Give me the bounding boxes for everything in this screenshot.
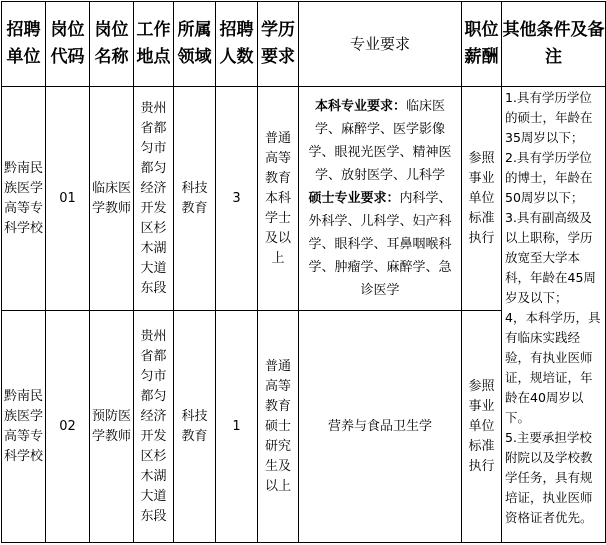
table-row [2, 87, 606, 311]
note-item: 3.具有副高级及以上职称，学历放宽至大学本科，年龄在45周岁及以下； [505, 210, 596, 305]
cell-count: 1 [216, 311, 258, 543]
header-post: 岗位名称 [90, 2, 134, 87]
cell-education: 普通高等教育本科学士及以上 [258, 87, 299, 311]
cell-location: 贵州省都匀市都匀经济开发区杉木湖大道东段 [134, 87, 174, 311]
note-item: 2.具有学历学位的博士，年龄在50周岁以下； [505, 150, 593, 205]
header-field: 所属领域 [174, 2, 216, 87]
header-location: 工作地点 [134, 2, 174, 87]
cell-post: 临床医学教师 [90, 87, 134, 311]
cell-field: 科技教育 [174, 311, 216, 543]
cell-post: 预防医学教师 [90, 311, 134, 543]
note-item: 5.主要承担学校附院以及学校教学任务，具有规培证，执业医师资格证者优先。 [505, 430, 593, 525]
cell-salary: 参照事业单位标准执行 [462, 311, 502, 543]
header-count: 招聘人数 [216, 2, 258, 87]
header-education: 学历要求 [258, 2, 299, 87]
bachelor-major-list: 临床医学、麻醉学、医学影像学、眼视光医学、精神医学、放射医学、儿科学 [308, 99, 452, 183]
cell-education: 普通高等教育硕士研究生及以上 [258, 311, 299, 543]
cell-notes [502, 87, 606, 543]
cell-unit: 黔南民族医学高等专科学校 [2, 87, 46, 311]
cell-unit: 黔南民族医学高等专科学校 [2, 311, 46, 543]
cell-code: 01 [46, 87, 90, 311]
note-item: 1.具有学历学位的硕士，年龄在35周岁以下； [505, 90, 593, 145]
cell-major [299, 87, 462, 311]
note-item: 4，本科学历，具有临床实践经验，有执业医师证，规培证，年龄在40周岁以下。 [505, 310, 601, 425]
cell-major: 营养与食品卫生学 [299, 311, 462, 543]
master-major-label: 硕士专业要求： [308, 191, 400, 206]
recruitment-table [1, 1, 606, 543]
header-notes: 其他条件及备注 [502, 2, 606, 87]
cell-code: 02 [46, 311, 90, 543]
bachelor-major-label: 本科专业要求： [314, 99, 406, 114]
cell-field: 科技教育 [174, 87, 216, 311]
cell-salary: 参照事业单位标准执行 [462, 87, 502, 311]
header-major: 专业要求 [299, 2, 462, 87]
header-unit: 招聘单位 [2, 2, 46, 87]
master-major-list: 内科学、外科学、儿科学、妇产科学、眼科学、耳鼻咽喉科学、肿瘤学、麻醉学、急诊医学 [308, 191, 452, 298]
header-salary: 职位薪酬 [462, 2, 502, 87]
header-code: 岗位代码 [46, 2, 90, 87]
cell-location: 贵州省都匀市都匀经济开发区杉木湖大道东段 [134, 311, 174, 543]
cell-count: 3 [216, 87, 258, 311]
header-row [2, 2, 606, 87]
